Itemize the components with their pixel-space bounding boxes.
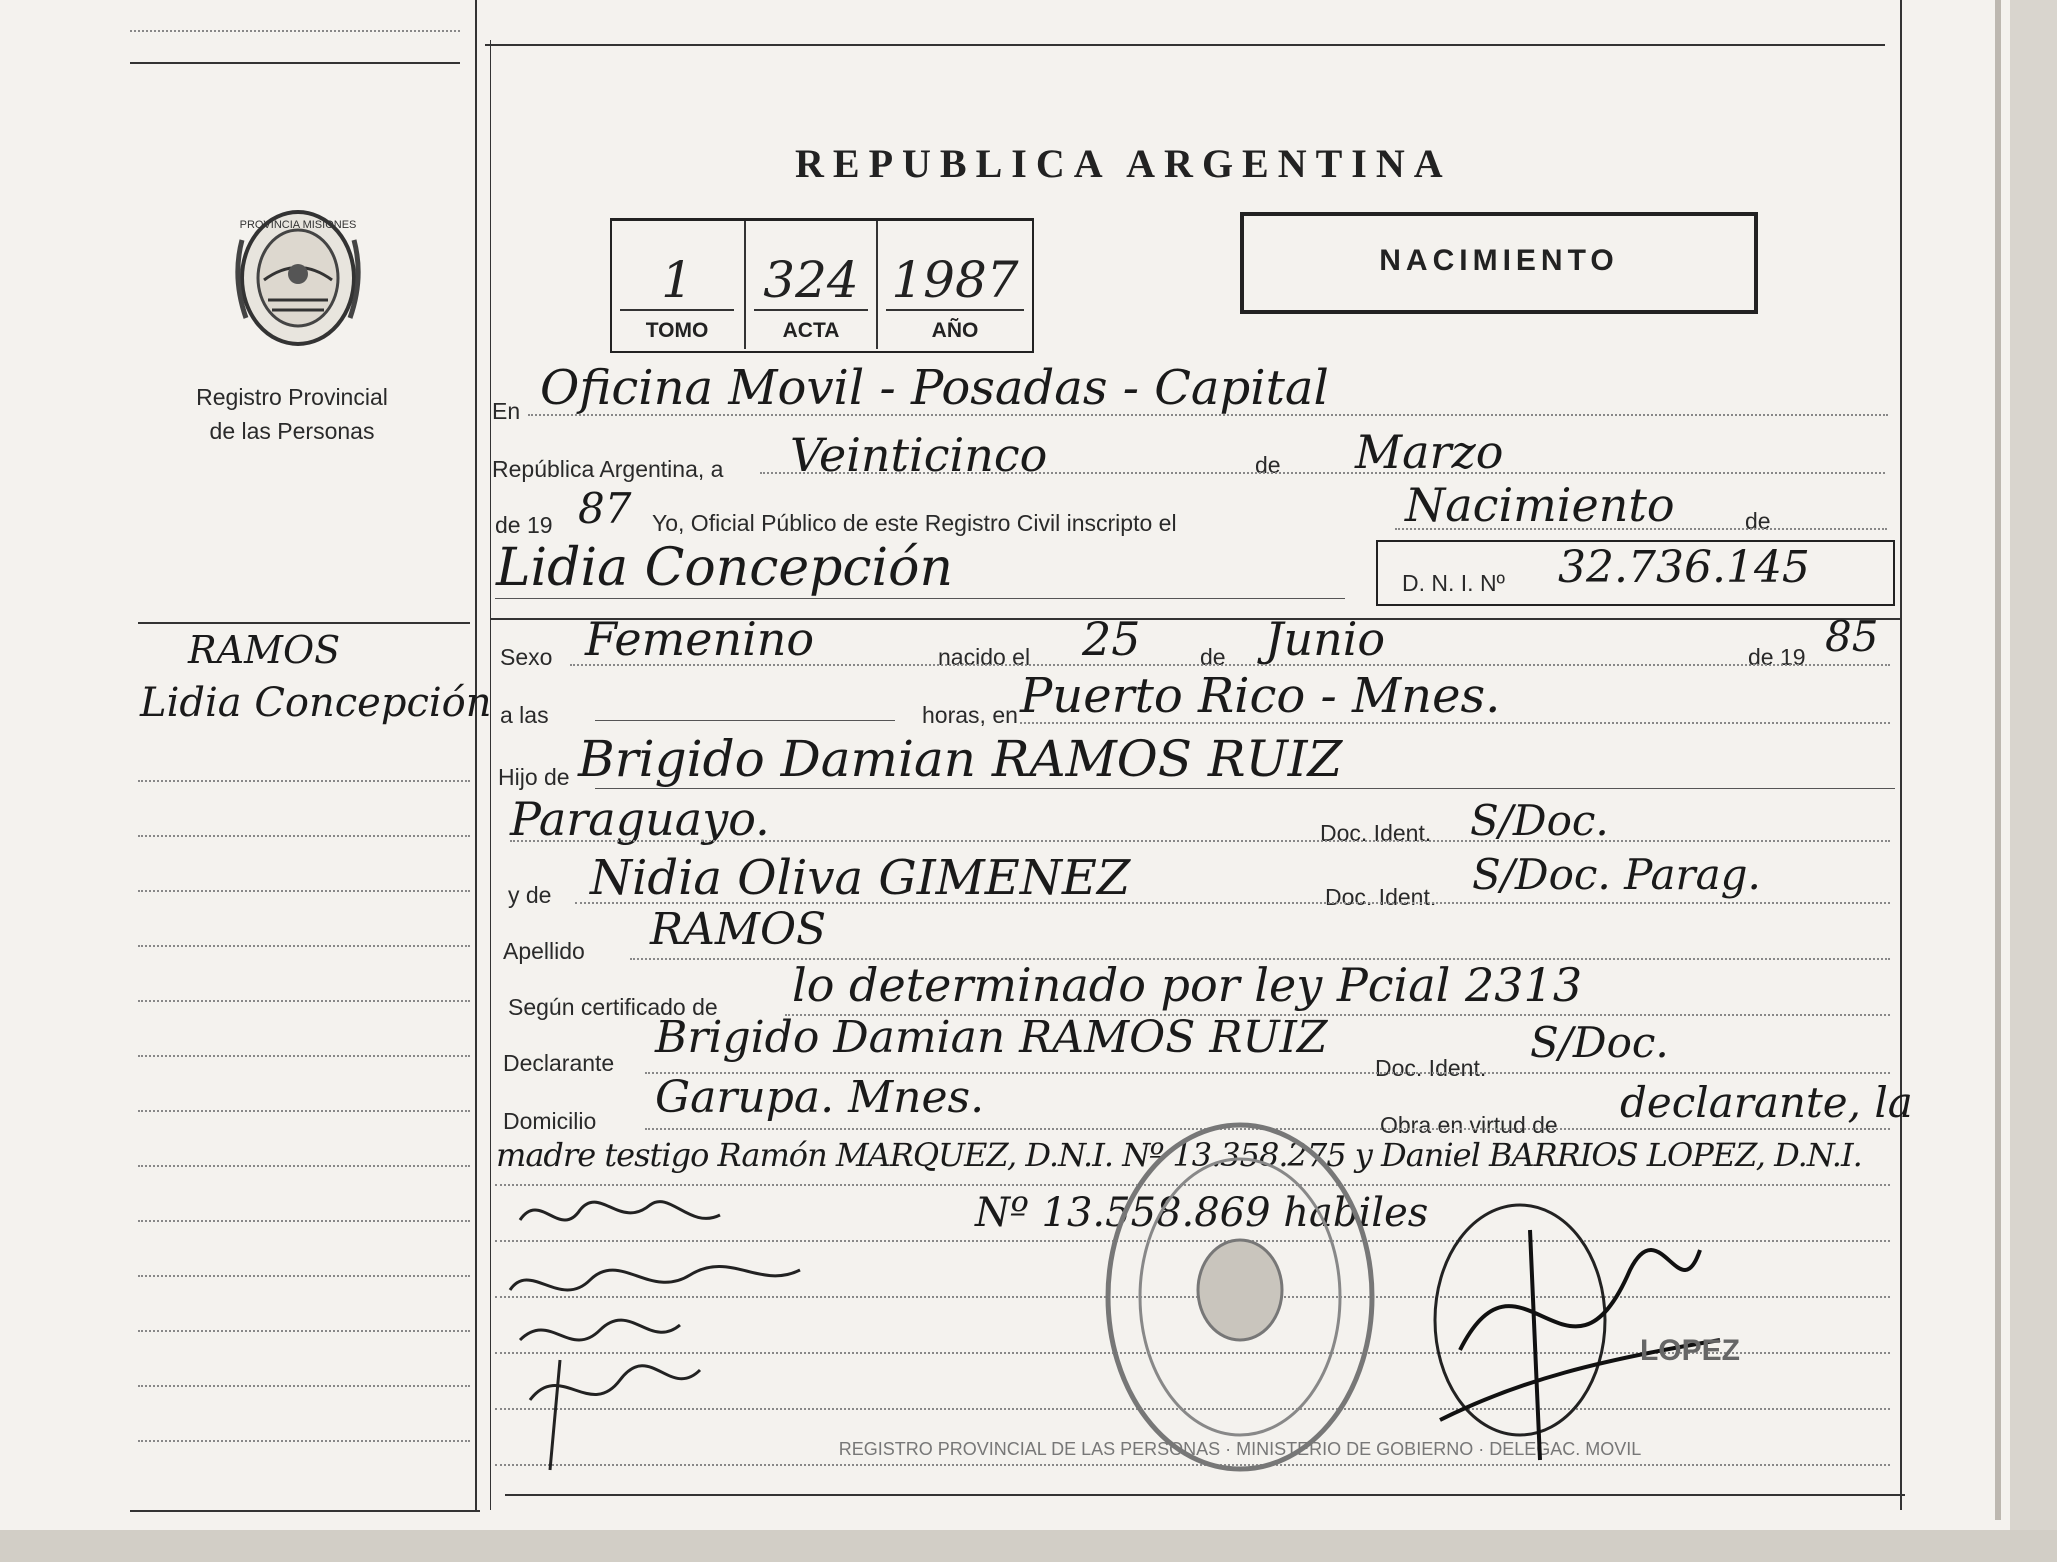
oficial-text: Yo, Oficial Público de este Registro Civil inscripto el xyxy=(652,510,1177,536)
top-left-rule xyxy=(130,62,460,64)
margin-rule xyxy=(138,622,470,624)
misiones-seal-icon xyxy=(228,200,368,360)
line-place xyxy=(1020,722,1890,724)
field-mother-doc: S/Doc. Parag. xyxy=(1472,850,1761,899)
book-bottom-edge xyxy=(0,1530,2057,1562)
label-de19: de 19 xyxy=(495,512,553,538)
field-birth-month: Junio xyxy=(1265,612,1386,666)
margin-dotted-line xyxy=(138,1110,470,1112)
margin-dotted-line xyxy=(138,1275,470,1277)
officer-signature-icon xyxy=(1400,1190,1780,1470)
registry-name xyxy=(172,380,412,448)
field-domicilio: Garupa. Mnes. xyxy=(655,1072,985,1123)
label-republica: República Argentina, a xyxy=(492,456,724,482)
label-de-2: de xyxy=(1745,508,1771,534)
svg-text:PROVINCIA MISIONES: PROVINCIA MISIONES xyxy=(239,219,357,231)
ano-value: 1987 xyxy=(891,251,1019,309)
label-domicilio: Domicilio xyxy=(503,1108,597,1134)
field-person-name: Lidia Concepción xyxy=(496,538,953,598)
bottom-rule xyxy=(505,1494,1905,1496)
line-father-doc xyxy=(510,840,1890,842)
label-alas: a las xyxy=(500,702,549,728)
line-hours xyxy=(595,720,895,721)
margin-dotted-line xyxy=(138,1220,470,1222)
label-obra: Obra en virtud de xyxy=(1380,1112,1558,1138)
acta-label: ACTA xyxy=(782,319,840,342)
margin-surname: RAMOS xyxy=(188,628,341,672)
label-de: de xyxy=(1255,452,1281,478)
column-divider xyxy=(475,0,477,1510)
top-dotted-line xyxy=(130,30,460,32)
line-office xyxy=(528,414,1888,416)
label-declarante: Declarante xyxy=(503,1050,615,1076)
ano-label: AÑO xyxy=(931,319,979,342)
label-doc-mother: Doc. Ident. xyxy=(1325,884,1437,910)
label-nacido: nacido el xyxy=(938,644,1031,670)
tomo-label: TOMO xyxy=(645,319,709,342)
field-day: Veinticinco xyxy=(790,428,1048,482)
line-inscribed xyxy=(1395,528,1887,530)
margin-dotted-line xyxy=(138,1330,470,1332)
margin-dotted-line xyxy=(138,1165,470,1167)
field-father: Brigido Damian RAMOS RUIZ xyxy=(578,730,1343,788)
record-type-box xyxy=(1240,212,1758,314)
field-obra: declarante, la xyxy=(1620,1078,1913,1127)
margin-dotted-line xyxy=(138,1440,470,1442)
top-rule xyxy=(485,44,1885,46)
field-dni: 32.736.145 xyxy=(1558,542,1810,593)
registry-name-line1: Registro Provincial xyxy=(196,384,388,410)
field-birth-year: 85 xyxy=(1825,612,1879,661)
margin-dotted-line xyxy=(138,890,470,892)
label-horas: horas, en xyxy=(922,702,1018,728)
form-left-border xyxy=(490,40,491,1510)
svg-text:LOPEZ: LOPEZ xyxy=(1639,1334,1741,1367)
label-doc-father: Doc. Ident. xyxy=(1320,820,1432,846)
label-doc-declarante: Doc. Ident. xyxy=(1375,1055,1487,1081)
field-birth-place: Puerto Rico - Mnes. xyxy=(1020,668,1501,724)
ano-cell xyxy=(876,221,1032,349)
field-office: Oficina Movil - Posadas - Capital xyxy=(540,360,1329,416)
label-sexo: Sexo xyxy=(500,644,553,670)
field-inscribed: Nacimiento xyxy=(1405,478,1675,532)
field-mother: Nidia Oliva GIMENEZ xyxy=(590,850,1131,906)
dni-label: D. N. I. Nº xyxy=(1402,570,1505,596)
margin-dotted-line xyxy=(138,780,470,782)
field-apellido: RAMOS xyxy=(650,904,827,955)
field-certificado: lo determinado por ley Pcial 2313 xyxy=(792,958,1583,1012)
field-witness-line: madre testigo Ramón MARQUEZ, D.N.I. Nº 13.358.275 y Daniel BARRIOS LOPEZ, D.N.I. xyxy=(496,1136,1862,1174)
label-yde: y de xyxy=(508,882,552,908)
label-de-3: de xyxy=(1200,644,1226,670)
field-month: Marzo xyxy=(1355,425,1504,479)
field-declarante: Brigido Damian RAMOS RUIZ xyxy=(655,1012,1328,1063)
margin-names: Lidia Concepción xyxy=(140,680,492,726)
label-hijo: Hijo de xyxy=(498,764,570,790)
dni-box xyxy=(1376,540,1895,606)
label-segun: Según certificado de xyxy=(508,994,718,1020)
margin-dotted-line xyxy=(138,1055,470,1057)
field-father-nationality: Paraguayo. xyxy=(510,792,770,846)
tomo-cell xyxy=(612,221,742,349)
field-father-doc: S/Doc. xyxy=(1470,796,1609,845)
line-person-name xyxy=(495,598,1345,599)
label-apellido: Apellido xyxy=(503,938,585,964)
acta-value: 324 xyxy=(763,251,859,309)
book-edge xyxy=(2010,0,2057,1562)
acta-cell xyxy=(744,221,876,349)
field-witness-line-2: Nº 13.558.869 habiles xyxy=(975,1190,1429,1236)
label-birth-year: de 19 xyxy=(1748,644,1806,670)
line-date xyxy=(760,472,1885,474)
svg-text:REGISTRO PROVINCIAL DE LAS PER: REGISTRO PROVINCIAL DE LAS PERSONAS · MINISTERIO DE GOBIERNO · DELEGAC. MOVIL xyxy=(838,1439,1642,1459)
line-father xyxy=(595,788,1895,789)
margin-dotted-line xyxy=(138,835,470,837)
registry-name-line2: de las Personas xyxy=(209,418,375,444)
volume-table xyxy=(610,218,1034,353)
bottom-left-rule xyxy=(130,1510,480,1512)
margin-dotted-line xyxy=(138,945,470,947)
page-title: REPUBLICA ARGENTINA xyxy=(795,141,1452,186)
record-type: NACIMIENTO xyxy=(1379,244,1619,277)
line-sexo xyxy=(570,664,1890,666)
field-declarante-doc: S/Doc. xyxy=(1530,1018,1669,1067)
margin-dotted-line xyxy=(138,1000,470,1002)
label-en: En xyxy=(492,398,521,424)
field-sexo: Femenino xyxy=(585,612,815,666)
field-birth-day: 25 xyxy=(1082,612,1141,666)
tomo-value: 1 xyxy=(661,251,693,309)
form-right-border xyxy=(1900,0,1902,1510)
margin-dotted-line xyxy=(138,1385,470,1387)
field-year: 87 xyxy=(578,484,632,533)
page-edge-shadow xyxy=(1995,0,2001,1520)
